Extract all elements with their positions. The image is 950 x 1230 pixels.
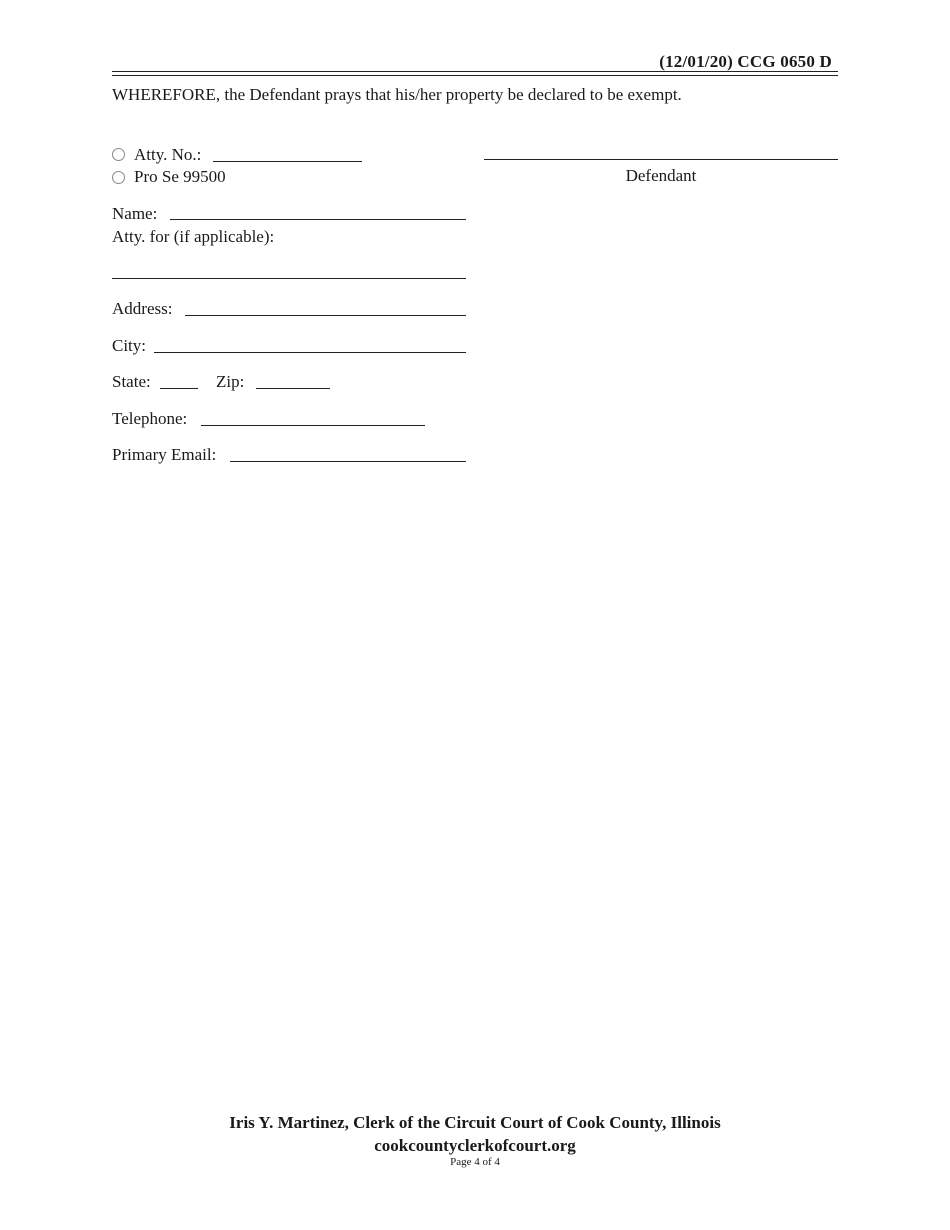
atty-no-field[interactable]	[213, 161, 362, 162]
wherefore-paragraph: WHEREFORE, the Defendant prays that his/her property be declared to be exempt.	[112, 85, 682, 104]
pro-se-label: Pro Se 99500	[134, 167, 226, 186]
defendant-signature-line[interactable]	[484, 159, 838, 160]
atty-for-field[interactable]	[112, 278, 466, 279]
atty-for-label: Atty. for (if applicable):	[112, 227, 275, 246]
email-field[interactable]	[230, 461, 466, 462]
atty-no-radio[interactable]	[112, 148, 125, 161]
city-field[interactable]	[154, 352, 466, 353]
zip-field[interactable]	[256, 388, 330, 389]
address-field[interactable]	[185, 315, 466, 316]
email-label: Primary Email:	[112, 445, 217, 464]
page-number: Page 4 of 4	[450, 1156, 500, 1168]
defendant-label: Defendant	[625, 166, 697, 185]
address-label: Address:	[112, 299, 173, 318]
telephone-label: Telephone:	[112, 409, 188, 428]
state-label: State:	[112, 372, 151, 391]
name-field[interactable]	[170, 219, 466, 220]
telephone-field[interactable]	[201, 425, 425, 426]
footer-clerk-line: Iris Y. Martinez, Clerk of the Circuit Court of Cook County, Illinois	[229, 1113, 721, 1132]
form-code: (12/01/20) CCG 0650 D	[659, 52, 832, 71]
header-rule-top	[112, 71, 838, 72]
name-label: Name:	[112, 204, 158, 223]
footer-website: cookcountyclerkofcourt.org	[374, 1136, 576, 1155]
city-label: City:	[112, 336, 147, 355]
zip-label: Zip:	[216, 372, 245, 391]
header-rule-bottom	[112, 75, 838, 76]
atty-no-label: Atty. No.:	[134, 145, 202, 164]
pro-se-radio[interactable]	[112, 171, 125, 184]
state-field[interactable]	[160, 388, 198, 389]
